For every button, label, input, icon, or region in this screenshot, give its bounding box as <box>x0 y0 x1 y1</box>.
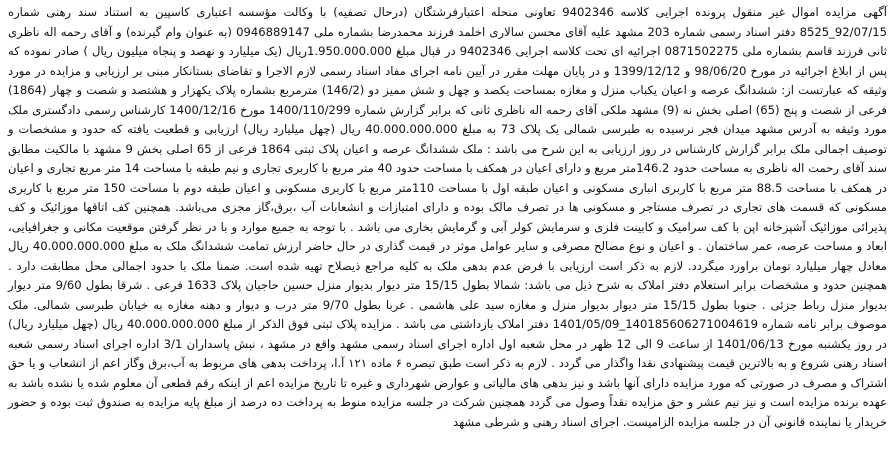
notice-body: آگهی مزایده اموال غیر منقول پرونده اجرایی کلاسه 9402346 تعاونی منحله اعتبارفرشتگان (درحال تصفیه) با وکالت مؤسسه اعتباری کاسپین به استناد سند رهنی شماره 92/07/15_8525 دفتر اسناد رسمی شماره 203 مشهد علیه آقای محسن سالاری اخلمد فرزند محمدرضا بشماره ملی 0946889147 (به عنوان وام گیرنده) و آقای رحمه اله ناظری ثانی فرزند قاسم بشماره ملی 0871502275 اجرائیه ای تحت کلاسه اجرایی 9402346 در قبال مبلغ 1.950.000.000ریال (یک میلیارد و نهصد و پنجاه میلیون ریال ) صادر نموده که پس از ابلاغ اجرائیه در مورخ 98/06/20 و 1399/12/12 و در پایان مهلت مقرر در آیین نامه اجرای مفاد اسناد رسمی لازم الاجرا و تقاضای بستانکار مبنی بر ارزیابی و مزایده در مورد وثیقه که عبارتست از: ششدانگ عرصه و اعیان یکباب منزل و مغازه بمساحت یکصد و چهل و شش ممیز دو (146/2) مترمربع بشماره پلاک یکهزار و هشتصد و شصت و چهار (1864) فرعی از شصت و پنج (65) اصلی بخش نه (9) مشهد ملکی آقای رحمه اله ناظری ثانی که برابر گزارش شماره 1400/110/299 مورخ 1400/12/16 کارشناس رسمی دادگستری ملک مورد وثیقه به آدرس مشهد میدان فجر نرسیده به طبرسی شمالی یک پلاک 73 به مبلغ 40.000.000.000 ریال (چهل میلیارد ریال) ارزیابی و قطعیت یافته که حدود و مشخصات و توصیف اجمالی ملک برابر گزارش کارشناس در روز ارزیابی به این شرح می باشد : ملک ششدانگ عرصه و اعیان پلاک ثبتی 1864 فرعی از 65 اصلی بخش 9 مشهد با مالکیت مطابق سند آقای رحمت اله ناظری به مساحت حدود 146.2متر مربع و دارای اعیان در همکف با مساحت حدود 40 متر مربع با کاربری تجاری و نیم طبقه با مساحت 14 متر مربع تجاری و اعیان در همکف با مساحت 88.5 متر مربع با کاربری انباری مسکونی و اعیان طبقه اول با مساحت 110متر مربع با کاربری مسکونی و اعیان طبقه دوم با مساحت 150 متر مربع با کاربری مسکونی که قسمت های تجاری در تصرف مستاجر و مسکونی ها در تصرف مالک بوده و دارای امتیازات و انشعابات آب ،برق،گاز مجزی می‌باشد. همچنین کف اتاقها موزائیک و کف پذیرائی موزائیک آشپزخانه اپن با کف سرامیک و کابینت فلزی و سرمایش کولر آبی و گرمایش بخاری می باشد . با توجه به جمیع موارد و با در نظر گرفتن موقعیت مکانی و جغرافیایی، ابعاد و مساحت عرصه، عمر ساختمان . و اعیان و نوع مصالح مصرفی و سایر عوامل موثر در قیمت گذاری در حال حاضر ارزش تمامت ششدانگ ملک به مبلغ 40.000.000.000 ریال معادل چهار میلیارد تومان براورد میگردد. لازم به ذکر است ارزیابی با فرض عدم بدهی ملک به کلیه مراجع ذیصلاح تهیه شده است. ضمنا ملک با حدود اجمالی محل مطابقت دارد . همچنین حدود و مشخصات برابر استعلام دفتر املاک به شرح ذیل می باشد: شمالا بطول 15/15 متر دیوار بدیوار منزل حسین حاجیان پلاک 1633 فرعی . شرقا بطول 9/60 متر دیوار بدیوار منزل رباط جزئی . جنوبا بطول 15/15 متر دیوار بدیوار منزل و مغازه سید علی هاشمی . غربا بطول 9/70 متر درب و دیوار و دهنه مغازه به خیابان طبرسی شمالی. ملک موصوف برابر نامه شماره 140185606271004619_1401/05/09 دفتر املاک بازداشتی می باشد . مزایده پلاک ثبتی فوق الذکر از مبلغ 40.000.000.000 ریال (چهل میلیارد ریال) در روز یکشنبه مورخ 1401/06/13 از ساعت 9 الی 12 ظهر در محل شعبه اول اداره اجرای اسناد رسمی مشهد واقع در مشهد ، نبش پاسداران 3/1 اداره اجرای اسناد رسمی شعبه اسناد رهنی شروع و به بالاترین قیمت پیشنهادی نقدا واگذار می گردد . لازم به ذکر است طبق تبصره ۶ ماده ۱۲۱ آ.ا، پرداخت بدهی های مربوط به آب،برق وگاز اعم از انشعاب و یا حق اشتراک و مصرف در صورتی که مورد مزایده دارای آنها باشد و نیز بدهی های مالیاتی و عوارض شهرداری و غیره تا تاریخ مزایده اعم از اینکه رقم قطعی آن معلوم شده یا نشده باشد به عهده برنده مزایده است و نیز نیم عشر و حق مزایده نقداً وصول می گردد همچنین شرکت در جلسه مزایده منوط به پرداخت ده درصد از مبلغ پایه مزایده به صندوق ثبت بوده و حضور خریدار یا نماینده قانونی آن در جلسه مزایده الزامیست. اجرای اسناد رهنی و شرطی مشهد <box>8 5 888 429</box>
